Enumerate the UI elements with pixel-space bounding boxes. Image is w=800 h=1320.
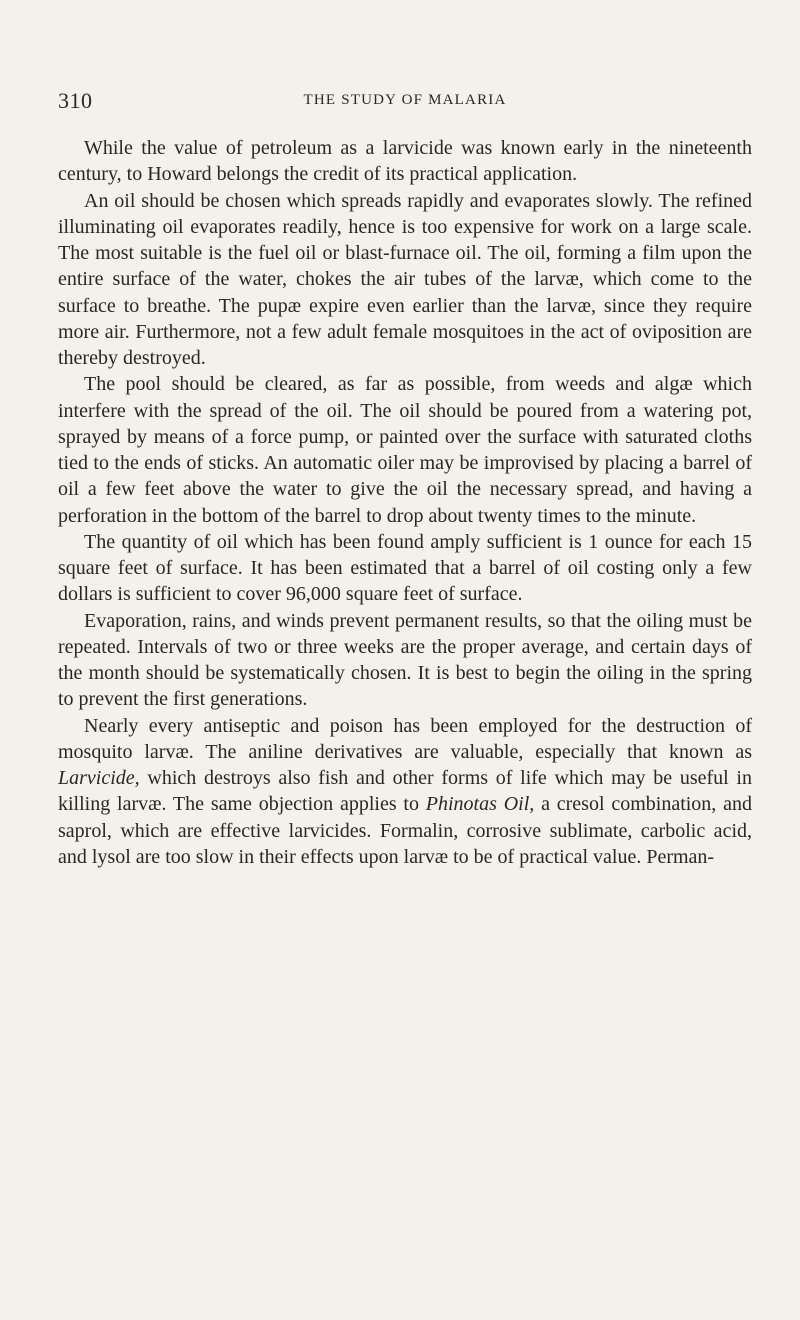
- page-header: [58, 88, 752, 118]
- paragraph: An oil should be chosen which spreads rapidly and evaporates slowly. The refined illuminating oil evaporates readily, hence is too expensive for work on a large scale. The most suitable is the fuel oil or blast-furnace oil. The oil, forming a film upon the entire surface of the water, chokes the air tubes of the larvæ, which come to the surface to breathe. The pupæ expire even earlier than the larvæ, since they require more air. Furthermore, not a few adult female mosquitoes in the act of oviposition are thereby destroyed.: [58, 189, 752, 369]
- paragraph-text: a cresol combination, and saprol, which are effective larvicides. Formalin, corrosive sublimate, carbolic acid, and lysol are too slow in their effects upon larvæ to be of practical value. Perman-: [58, 793, 752, 868]
- paragraph-text: Nearly every antiseptic and poison has been employed for the destruction of mosquito larvæ. The aniline derivatives are valuable, especially that known as: [58, 714, 752, 763]
- paragraph: Evaporation, rains, and winds prevent permanent results, so that the oiling must be repeated. Intervals of two or three weeks are the proper average, and certain days of the month should be systematically chosen. It is best to begin the oiling in the spring to prevent the first generations.: [58, 609, 752, 711]
- body-text: [58, 135, 752, 870]
- paragraph: The quantity of oil which has been found amply sufficient is 1 ounce for each 15 square feet of surface. It has been estimated that a barrel of oil costing only a few dollars is sufficient to cover 96,000 square feet of surface.: [58, 530, 752, 606]
- paragraph: [58, 713, 752, 871]
- paragraph: The pool should be cleared, as far as possible, from weeds and algæ which interfere with the spread of the oil. The oil should be poured from a watering pot, sprayed by means of a force pump, or painted over the surface with saturated cloths tied to the ends of sticks. An automatic oiler may be improvised by placing a barrel of oil a few feet above the water to give the oil the necessary spread, and having a perforation in the bottom of the barrel to drop about twenty times to the minute.: [58, 373, 752, 527]
- paragraph-text: which destroys also fish and other forms of life which may be useful in killing larvæ. The same objection applies to: [58, 767, 752, 816]
- running-head: THE STUDY OF MALARIA: [303, 92, 507, 108]
- italic-term: Phinotas Oil,: [425, 793, 535, 816]
- paragraph: While the value of petroleum as a larvicide was known early in the nineteenth century, to Howard belongs the credit of its practical application.: [58, 137, 752, 186]
- page-number: 310: [58, 88, 93, 113]
- italic-term: Larvicide,: [58, 767, 140, 789]
